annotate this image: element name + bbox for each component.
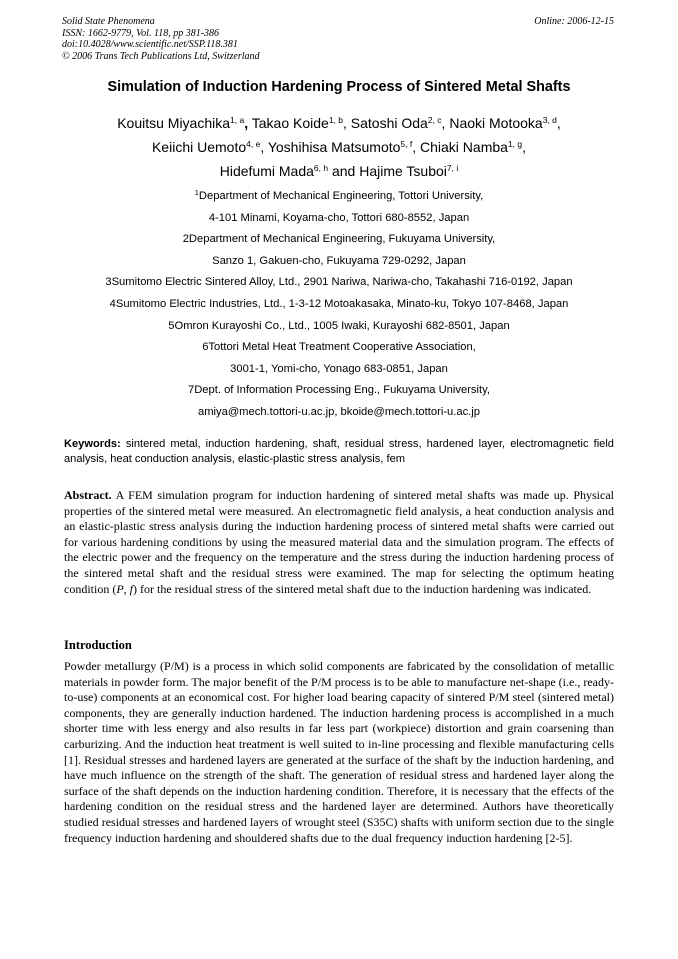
online-date: Online: 2006-12-15 (534, 16, 614, 27)
introduction-body: Powder metallurgy (P/M) is a process in which solid components are fabricated by the consolidation of metallic materials in powder form. The major benefit of the P/M process is to be able to manufacture net-shape (i.e., ready-to-use) components at an economical cost. For higher load bearing capacity of sintered P/M steel (sintered metal) components, they are generally induction hardened. The induction hardening process is accomplished in a much shorter time with less energy and also results in far less part (workpiece) distortion and grain coarsening than carburizing. And the induction heat treatment is well suited to in-line processing and flexible manufacturing cells [1]. Residual stresses and hardened layers are generated at the surface of the shaft by the induction hardening, and have much influence on the strength of the shaft. The generation of residual stress and hardened layer along the surface of the shaft depends on the induction hardening condition. Therefore, it is necessary that the effects of the hardening condition on the residual stress and the hardened layer are determined. Authors have theoretically studied residual stresses and hardened layers of wrought steel (S35C) shafts with uniform section due to the single frequency induction hardening and shouldered shafts due to the dual frequency induction hardening [2-5]. (64, 659, 614, 845)
introduction-heading: Introduction (64, 638, 132, 652)
affiliation-line: 3Sumitomo Electric Sintered Alloy, Ltd., 2901 Nariwa, Nariwa-cho, Takahashi 716-0192, Japan (105, 276, 573, 289)
journal-header (62, 16, 614, 62)
keywords-section (64, 437, 614, 467)
author: Keiichi Uemoto$^{4, e}$ (151, 139, 261, 155)
affiliation-line: 3001-1, Yomi-cho, Yonago 683-0851, Japan (230, 362, 448, 375)
author: Satoshi Oda$^{2, c}$ (350, 115, 442, 131)
affiliations (20, 186, 658, 424)
author: Hidefumi Mada$^{6, h}$ (219, 163, 329, 179)
author: Takao Koide$^{1, b}$ (251, 115, 343, 131)
abstract-label: Abstract. (64, 488, 112, 502)
affiliation-line: 4Sumitomo Electric Industries, Ltd., 1-3-12 Motoakasaka, Minato-ku, Tokyo 107-8468, Japan (109, 297, 569, 310)
journal-name: Solid State Phenomena (62, 16, 155, 27)
keywords-text: sintered metal, induction hardening, shaft, residual stress, hardened layer, electromagnetic field analysis, heat conduction analysis, elastic-plastic stress analysis, fem (64, 438, 614, 465)
affiliation-line: 4-101 Minami, Koyama-cho, Tottori 680-8552, Japan (208, 211, 470, 224)
author: Yoshihisa Matsumoto$^{5, f}$ (267, 139, 413, 155)
paper-title: Simulation of Induction Hardening Process of Sintered Metal Shafts (107, 79, 571, 95)
abstract-section: Abstract. A FEM simulation program for induction hardening of sintered metal shafts was made up. Physical properties of the sintered metal were measured. An electromagnetic field analysis, a heat conduction analysis and an elastic-plastic stress analysis during the induction hardening process of sintered metal shafts were carried out for various hardening conditions by using the measured material data and the simulation program. The effects of the electric power and the frequency on the temperature and the stress during the induction hardening process of the sintered metal shaft and the residual stress were examined. The map for selecting the optimum heating condition (P, f) for the residual stress of the sintered metal shaft due to the induction hardening was indicated. (64, 488, 614, 596)
author: Chiaki Namba$^{1, g}$ (420, 139, 523, 155)
contact-emails: amiya@mech.tottori-u.ac.jp, bkoide@mech.tottori-u.ac.jp (197, 405, 480, 418)
affiliation-line: 7Dept. of Information Processing Eng., Fukuyama University, (188, 384, 490, 397)
author: Hajime Tsuboi$^{7, i}$ (359, 163, 459, 179)
affiliation-line: 2Department of Mechanical Engineering, Fukuyama University, (182, 233, 496, 246)
journal-copyright: © 2006 Trans Tech Publications Ltd, Switzerland (62, 50, 260, 62)
affiliation-line: $^1$Department of Mechanical Engineering, Tottori University, (194, 188, 484, 202)
authors-and: and (331, 163, 356, 179)
journal-doi: doi:10.4028/www.scientific.net/SSP.118.381 (62, 39, 238, 50)
author: Kouitsu Miyachika$^{1, a}$ (117, 115, 245, 131)
author: Naoki Motooka$^{3, d}$ (449, 115, 557, 131)
affiliation-line: 6Tottori Metal Heat Treatment Cooperative Association, (202, 341, 476, 354)
affiliation-line: 5Omron Kurayoshi Co., Ltd., 1005 Iwaki, Kurayoshi 682-8501, Japan (168, 319, 510, 332)
author-list: Kouitsu Miyachika$^{1, a}$, Takao Koide$^{1, b}$, Satoshi Oda$^{2, c}$, Naoki Motooka$^{3, d}$, Keiichi Uemoto$^{4, e}$, Yoshihisa Matsumoto$^{5, f}$, Chiaki Namba$^{1, g}$, Hidefumi Mada$^{6, h}$ and Hajime Tsuboi$^{7, i}$ (117, 115, 561, 179)
journal-issn: ISSN: 1662-9779, Vol. 118, pp 381-386 (62, 27, 220, 39)
affiliation-line: Sanzo 1, Gakuen-cho, Fukuyama 729-0292, Japan (212, 254, 466, 267)
keywords-label: Keywords: (64, 438, 121, 450)
